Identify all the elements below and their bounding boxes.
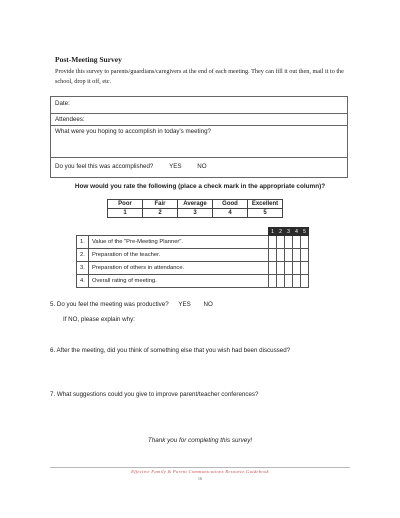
matrix-scale-header: 3 <box>285 228 293 236</box>
scale-label: Average <box>178 200 213 209</box>
rating-checkbox[interactable] <box>277 275 285 288</box>
table-row <box>77 275 309 288</box>
accomplish-question: What were you hoping to accomplish in today's meeting? <box>55 128 211 135</box>
info-box <box>50 96 348 178</box>
scale-label: Excellent <box>248 200 283 209</box>
divider <box>51 157 347 158</box>
rating-checkbox[interactable] <box>285 262 293 275</box>
accomplished-question: Do you feel this was accomplished? <box>55 163 154 170</box>
survey-intro: Provide this survey to parents/guardians/caregivers at the end of each meeting. They can fill it out then, mail it to the school, drop it off, etc. <box>55 68 344 85</box>
accomplished-no[interactable]: NO <box>197 163 207 170</box>
rating-matrix <box>76 227 309 288</box>
scale-number: 2 <box>143 209 178 218</box>
rating-checkbox[interactable] <box>301 275 309 288</box>
scale-label: Good <box>213 200 248 209</box>
matrix-scale-header: 4 <box>293 228 301 236</box>
footer-guidebook: Effective Family & Parent Communications Resource Guidebook <box>131 469 269 474</box>
survey-title: Post-Meeting Survey <box>55 55 122 64</box>
rating-checkbox[interactable] <box>293 249 301 262</box>
attendees-row[interactable] <box>51 114 347 126</box>
accomplished-yes[interactable]: YES <box>169 163 182 170</box>
rating-checkbox[interactable] <box>301 249 309 262</box>
scale-number: 4 <box>213 209 248 218</box>
question-6: 6. After the meeting, did you think of something else that you wish had been discussed? <box>50 347 291 354</box>
rating-checkbox[interactable] <box>269 249 277 262</box>
table-row <box>77 236 309 249</box>
rating-checkbox[interactable] <box>285 249 293 262</box>
rating-checkbox[interactable] <box>293 275 301 288</box>
rating-checkbox[interactable] <box>269 275 277 288</box>
rating-checkbox[interactable] <box>285 275 293 288</box>
scale-number: 3 <box>178 209 213 218</box>
item-number: 1. <box>77 236 89 249</box>
rating-checkbox[interactable] <box>269 236 277 249</box>
scale-label: Poor <box>108 200 143 209</box>
accomplished-question-line <box>55 163 207 170</box>
date-row[interactable] <box>51 97 347 114</box>
scale-number: 1 <box>108 209 143 218</box>
question-5-no[interactable]: NO <box>203 301 213 308</box>
date-label: Date: <box>55 100 70 107</box>
item-text: Preparation of others in attendance. <box>89 262 269 275</box>
matrix-scale-header: 2 <box>277 228 285 236</box>
rating-checkbox[interactable] <box>293 262 301 275</box>
rating-checkbox[interactable] <box>301 262 309 275</box>
rating-checkbox[interactable] <box>269 262 277 275</box>
rating-question: How would you rate the following (place a check mark in the appropriate column)? <box>74 183 326 190</box>
footer-divider <box>50 467 350 468</box>
rating-checkbox[interactable] <box>301 236 309 249</box>
thank-you-message: Thank you for completing this survey! <box>147 437 253 444</box>
question-5-text: 5. Do you feel the meeting was productive? <box>50 301 169 308</box>
rating-checkbox[interactable] <box>293 236 301 249</box>
item-text: Preparation of the teacher. <box>89 249 269 262</box>
item-text: Value of the "Pre-Meeting Planner". <box>89 236 269 249</box>
question-7: 7. What suggestions could you give to improve parent/teacher conferences? <box>50 391 259 398</box>
rating-checkbox[interactable] <box>277 249 285 262</box>
rating-scale-table <box>107 199 283 218</box>
matrix-scale-header: 5 <box>301 228 309 236</box>
table-row <box>77 262 309 275</box>
item-number: 2. <box>77 249 89 262</box>
item-text: Overall rating of meeting. <box>89 275 269 288</box>
matrix-scale-header: 1 <box>269 228 277 236</box>
page-number: 16 <box>197 476 203 481</box>
scale-label: Fair <box>143 200 178 209</box>
rating-checkbox[interactable] <box>285 236 293 249</box>
item-number: 3. <box>77 262 89 275</box>
question-5 <box>50 301 213 308</box>
question-5-followup: If NO, please explain why: <box>63 316 135 323</box>
rating-checkbox[interactable] <box>277 236 285 249</box>
rating-checkbox[interactable] <box>277 262 285 275</box>
accomplish-row[interactable] <box>51 126 347 177</box>
question-5-yes[interactable]: YES <box>178 301 191 308</box>
attendees-label: Attendees: <box>55 116 85 123</box>
scale-number: 5 <box>248 209 283 218</box>
table-row <box>77 249 309 262</box>
item-number: 4. <box>77 275 89 288</box>
